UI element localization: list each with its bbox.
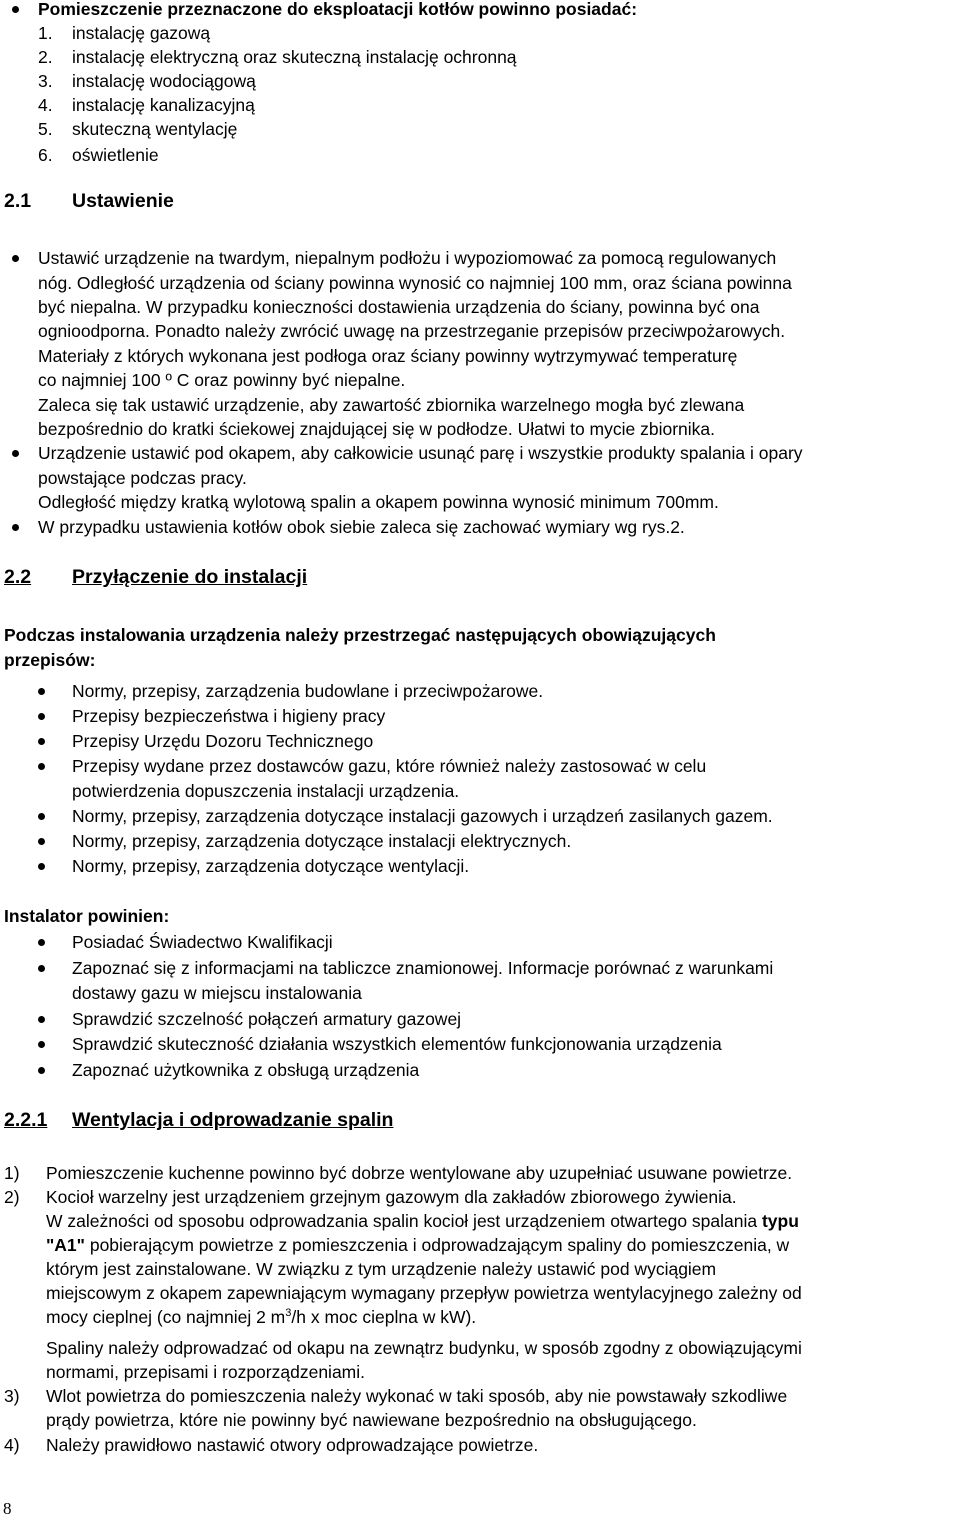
bullet-icon: [38, 688, 45, 695]
paragraph-line: normami, przepisami i rozporządzeniami.: [46, 1362, 365, 1382]
list-item: Posiadać Świadectwo Kwalifikacji: [72, 932, 333, 952]
paragraph-line: Urządzenie ustawić pod okapem, aby całkowicie usunąć parę i wszystkie produkty spalania i opary: [38, 443, 803, 463]
bullet-icon: [38, 965, 45, 972]
item-num: 1): [4, 1163, 20, 1183]
paragraph-line: [46, 1305, 476, 1329]
paragraph-line: którym jest zainstalowane. W związku z tym urządzenie należy ustawić pod wyciągiem: [46, 1259, 717, 1279]
section-title: Wentylacja i odprowadzanie spalin: [72, 1109, 394, 1131]
list-item: Normy, przepisy, zarządzenia dotyczące instalacji gazowych i urządzeń zasilanych gazem.: [72, 806, 773, 826]
paragraph-line: co najmniej 100 º C oraz powinny być niepalne.: [38, 370, 406, 390]
list-item: dostawy gazu w miejscu instalowania: [72, 983, 362, 1003]
bullet-icon: [12, 524, 19, 531]
intro-item-num: 1.: [38, 23, 53, 43]
paragraph-line: prądy powietrza, które nie powinny być nawiewane bezpośrednio na obsługującego.: [46, 1410, 697, 1430]
intro-item-num: 6.: [38, 145, 53, 165]
section-number: 2.2: [4, 566, 32, 588]
item-num: 2): [4, 1187, 20, 1207]
intro-heading: Pomieszczenie przeznaczone do eksploatacji kotłów powinno posiadać:: [38, 0, 638, 19]
list-item: Zapoznać się z informacjami na tabliczce znamionowej. Informacje porównać z warunkami: [72, 958, 774, 978]
bullet-icon: [38, 763, 45, 770]
section-number: 2.2.1: [4, 1109, 48, 1131]
bullet-icon: [38, 713, 45, 720]
list-item: Normy, przepisy, zarządzenia budowlane i przeciwpożarowe.: [72, 681, 544, 701]
list-item: Normy, przepisy, zarządzenia dotyczące wentylacji.: [72, 856, 470, 876]
list-item: Przepisy wydane przez dostawców gazu, które również należy zastosować w celu: [72, 756, 707, 776]
bullet-icon: [38, 1016, 45, 1023]
paragraph-line: Ustawić urządzenie na twardym, niepalnym podłożu i wypoziomować za pomocą regulowanych: [38, 248, 777, 268]
intro-item-num: 4.: [38, 95, 53, 115]
bullet-icon: [38, 863, 45, 870]
intro-item-num: 5.: [38, 119, 53, 139]
intro-item: instalację gazową: [72, 23, 211, 43]
bullet-icon: [38, 813, 45, 820]
paragraph-line: miejscowym z okapem zapewniającym wymagany przepływ powietrza wentylacyjnego zależny od: [46, 1283, 802, 1303]
paragraph-line: Należy prawidłowo nastawić otwory odprowadzające powietrze.: [46, 1435, 539, 1455]
intro-item: instalację wodociągową: [72, 71, 256, 91]
paragraph-line: powstające podczas pracy.: [38, 468, 247, 488]
text-run: mocy cieplnej (co najmniej 2 m: [46, 1307, 286, 1327]
list-item: potwierdzenia dopuszczenia instalacji urządzenia.: [72, 781, 460, 801]
paragraph-line: Wlot powietrza do pomieszczenia należy wykonać w taki sposób, aby nie powstawały szkodliwe: [46, 1386, 788, 1406]
bullet-icon: [38, 1041, 45, 1048]
bullet-icon: [12, 450, 19, 457]
paragraph-line: [46, 1209, 799, 1233]
rules-heading: przepisów:: [4, 650, 96, 670]
intro-item: instalację elektryczną oraz skuteczną instalację ochronną: [72, 47, 517, 67]
item-num: 3): [4, 1386, 20, 1406]
rules-heading: Podczas instalowania urządzenia należy przestrzegać następujących obowiązujących: [4, 625, 716, 645]
paragraph-line: być niepalna. W przypadku konieczności dostawienia urządzenia do ściany, powinna być ona: [38, 297, 760, 317]
page-number: 8: [3, 1499, 12, 1518]
paragraph-line: Materiały z których wykonana jest podłoga oraz ściany powinny wytrzymywać temperaturę: [38, 346, 738, 366]
text-run: /h x moc cieplna w kW).: [291, 1307, 477, 1327]
intro-item: skuteczną wentylację: [72, 119, 238, 139]
text-run: pobierającym powietrze z pomieszczenia i odprowadzającym spaliny do pomieszczenia, w: [84, 1235, 790, 1255]
paragraph-line: W przypadku ustawienia kotłów obok siebie zaleca się zachować wymiary wg rys.2.: [38, 517, 685, 537]
bullet-icon: [38, 939, 45, 946]
paragraph-line: Kocioł warzelny jest urządzeniem grzejnym gazowym dla zakładów zbiorowego żywienia.: [46, 1187, 737, 1207]
section-number: 2.1: [4, 190, 32, 212]
intro-item: instalację kanalizacyjną: [72, 95, 255, 115]
paragraph-line: Odległość między kratką wylotową spalin a okapem powinna wynosić minimum 700mm.: [38, 492, 719, 512]
bullet-icon: [38, 1067, 45, 1074]
bullet-icon: [12, 255, 19, 262]
bullet-icon: [12, 6, 19, 13]
bullet-icon: [38, 738, 45, 745]
text-run: W zależności od sposobu odprowadzania spalin kocioł jest urządzeniem otwartego spalania: [46, 1211, 762, 1231]
paragraph-line: Zaleca się tak ustawić urządzenie, aby zawartość zbiornika warzelnego mogła być zlewana: [38, 395, 745, 415]
list-item: Sprawdzić szczelność połączeń armatury gazowej: [72, 1009, 462, 1029]
section-title: Ustawienie: [72, 190, 174, 212]
text-run-bold: "A1": [46, 1235, 85, 1255]
intro-item-num: 2.: [38, 47, 53, 67]
paragraph-line: Pomieszczenie kuchenne powinno być dobrze wentylowane aby uzupełniać usuwane powietrze.: [46, 1163, 793, 1183]
intro-item-num: 3.: [38, 71, 53, 91]
paragraph-line: Spaliny należy odprowadzać od okapu na zewnątrz budynku, w sposób zgodny z obowiązującymi: [46, 1338, 802, 1358]
list-item: Przepisy bezpieczeństwa i higieny pracy: [72, 706, 386, 726]
item-num: 4): [4, 1435, 20, 1455]
list-item: Zapoznać użytkownika z obsługą urządzenia: [72, 1060, 420, 1080]
intro-item: oświetlenie: [72, 145, 159, 165]
list-item: Normy, przepisy, zarządzenia dotyczące instalacji elektrycznych.: [72, 831, 572, 851]
paragraph-line: [46, 1233, 789, 1257]
list-item: Przepisy Urzędu Dozoru Technicznego: [72, 731, 374, 751]
installer-heading: Instalator powinien:: [4, 906, 170, 926]
paragraph-line: bezpośrednio do kratki ściekowej znajdującej się w podłodze. Ułatwi to mycie zbiornika.: [38, 419, 715, 439]
superscript: 3: [285, 1307, 292, 1320]
paragraph-line: nóg. Odległość urządzenia od ściany powinna wynosić co najmniej 100 mm, oraz ściana powinna: [38, 273, 792, 293]
text-run-bold: typu: [761, 1211, 799, 1231]
list-item: Sprawdzić skuteczność działania wszystkich elementów funkcjonowania urządzenia: [72, 1034, 722, 1054]
paragraph-line: ognioodporna. Ponadto należy zwrócić uwagę na przestrzeganie przepisów przeciwpożarowych.: [38, 321, 786, 341]
bullet-icon: [38, 838, 45, 845]
section-title: Przyłączenie do instalacji: [72, 566, 308, 588]
